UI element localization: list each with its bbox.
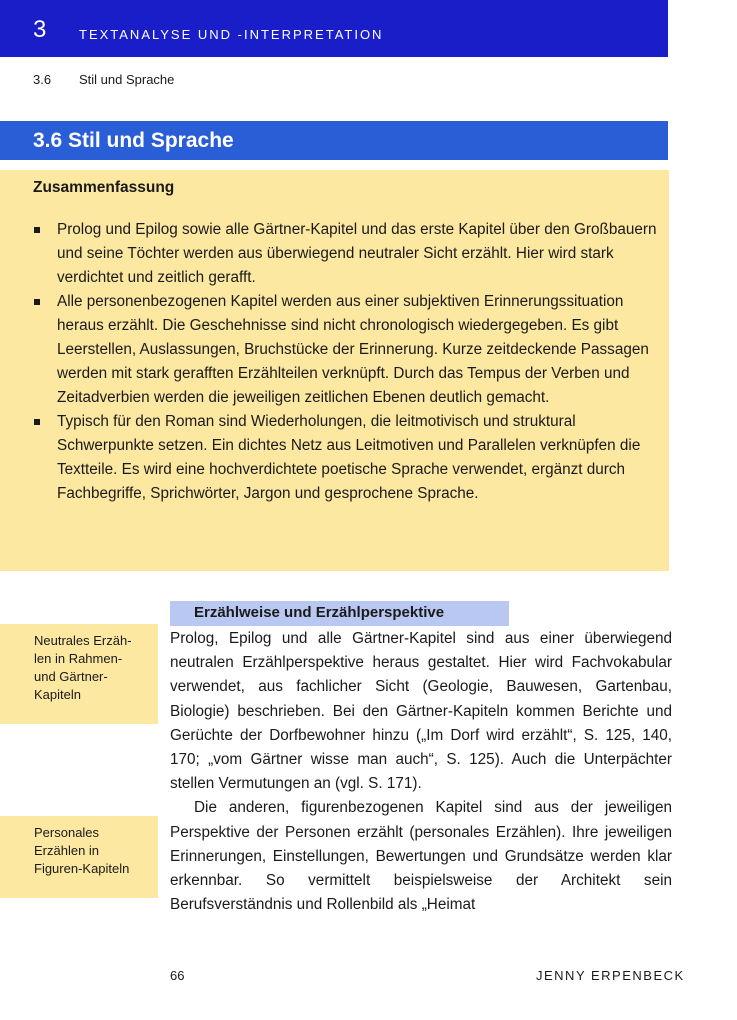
margin-note-neutral bbox=[0, 624, 158, 724]
chapter-header-bar bbox=[0, 0, 668, 57]
margin-note-line: Personales bbox=[34, 825, 100, 840]
running-head-title: Stil und Sprache bbox=[79, 72, 175, 87]
section-title-bar bbox=[0, 121, 668, 160]
summary-box bbox=[0, 170, 669, 571]
summary-heading: Zusammenfassung bbox=[33, 179, 175, 196]
body-paragraph: Die anderen, figurenbezogenen Kapitel sind aus der jeweiligen Perspektive der Personen erzählt (personales Erzählen). Ihre jeweiligen Erinnerungen, Einstellungen, Bewertungen und Grundsätze werden klar erkennbar. So vermittelt beispielsweise der Architekt sein Berufsverständnis und Rollenbild als „Heimat bbox=[170, 799, 672, 914]
section-title: 3.6 Stil und Sprache bbox=[33, 129, 234, 152]
summary-list bbox=[33, 218, 661, 506]
summary-item-text: Prolog und Epilog sowie alle Gärtner-Kapitel und das erste Kapitel über den Großbauern und seine Töchter werden aus überwiegend neutraler Sicht erzählt. Hier wird stark verdichtet und zeitlich gerafft. bbox=[57, 221, 657, 286]
square-bullet-icon bbox=[34, 299, 40, 305]
margin-note-line: Erzählen in bbox=[34, 843, 100, 858]
summary-item-text: Alle personenbezogenen Kapitel werden aus einer subjektiven Erinnerungssituation heraus erzählt. Die Geschehnisse sind nicht chronologisch wiedergegeben. Es gibt Leerstellen, Auslassungen, Bruchstücke der Erinnerung. Kurze zeitdeckende Passagen werden mit stark gerafften Erzählteilen verknüpft. Durch das Tempus der Verben und Zeitadverbien werden die jeweiligen zeitlichen Ebenen deutlich gemacht. bbox=[57, 293, 649, 406]
summary-item bbox=[33, 410, 661, 506]
subsection-title: Erzählweise und Erzählperspektive bbox=[194, 604, 445, 621]
running-head-number: 3.6 bbox=[33, 72, 52, 87]
margin-note-line: Figuren-Kapiteln bbox=[34, 861, 130, 876]
summary-item bbox=[33, 218, 661, 290]
margin-note-line: und Gärtner- bbox=[34, 669, 108, 684]
margin-note-line: Neutrales Erzäh- bbox=[34, 633, 132, 648]
footer-author: JENNY ERPENBECK bbox=[536, 968, 685, 983]
margin-note-personal bbox=[0, 816, 158, 898]
body-text bbox=[170, 627, 672, 917]
margin-note-line: len in Rahmen- bbox=[34, 651, 123, 666]
summary-item bbox=[33, 290, 661, 410]
chapter-title: TEXTANALYSE UND -INTERPRETATION bbox=[79, 27, 384, 42]
square-bullet-icon bbox=[34, 227, 40, 233]
page-number: 66 bbox=[170, 968, 185, 983]
summary-item-text: Typisch für den Roman sind Wiederholungen, die leitmotivisch und struktural Schwerpunkte setzen. Ein dichtes Netz aus Leitmotiven und Parallelen verknüpfen die Textteile. Es wird eine hochverdichtete poetische Sprache verwendet, ergänzt durch Fachbegriffe, Sprichwörter, Jargon und gesprochene Sprache. bbox=[57, 413, 641, 502]
subsection-title-box bbox=[170, 601, 509, 626]
margin-note-line: Kapiteln bbox=[34, 687, 81, 702]
chapter-number: 3 bbox=[33, 16, 47, 43]
square-bullet-icon bbox=[34, 419, 40, 425]
body-paragraph: Prolog, Epilog und alle Gärtner-Kapitel sind aus einer überwiegend neutralen Erzählperspektive heraus gestaltet. Hier wird Fachvokabular verwendet, aus fachlicher Sicht (Geologie, Bauwesen, Gartenbau, Biologie) beschrieben. Bei den Gärtner-Kapiteln kommen Berichte und Gerüchte der Dorfbewohner hinzu („Im Dorf wird erzählt“, S. 125, 140, 170; „vom Gärtner wisse man auch“, S. 125). Auch die Unterpächter stellen Vermutungen an (vgl. S. 171). bbox=[170, 630, 672, 793]
running-head bbox=[33, 72, 174, 87]
